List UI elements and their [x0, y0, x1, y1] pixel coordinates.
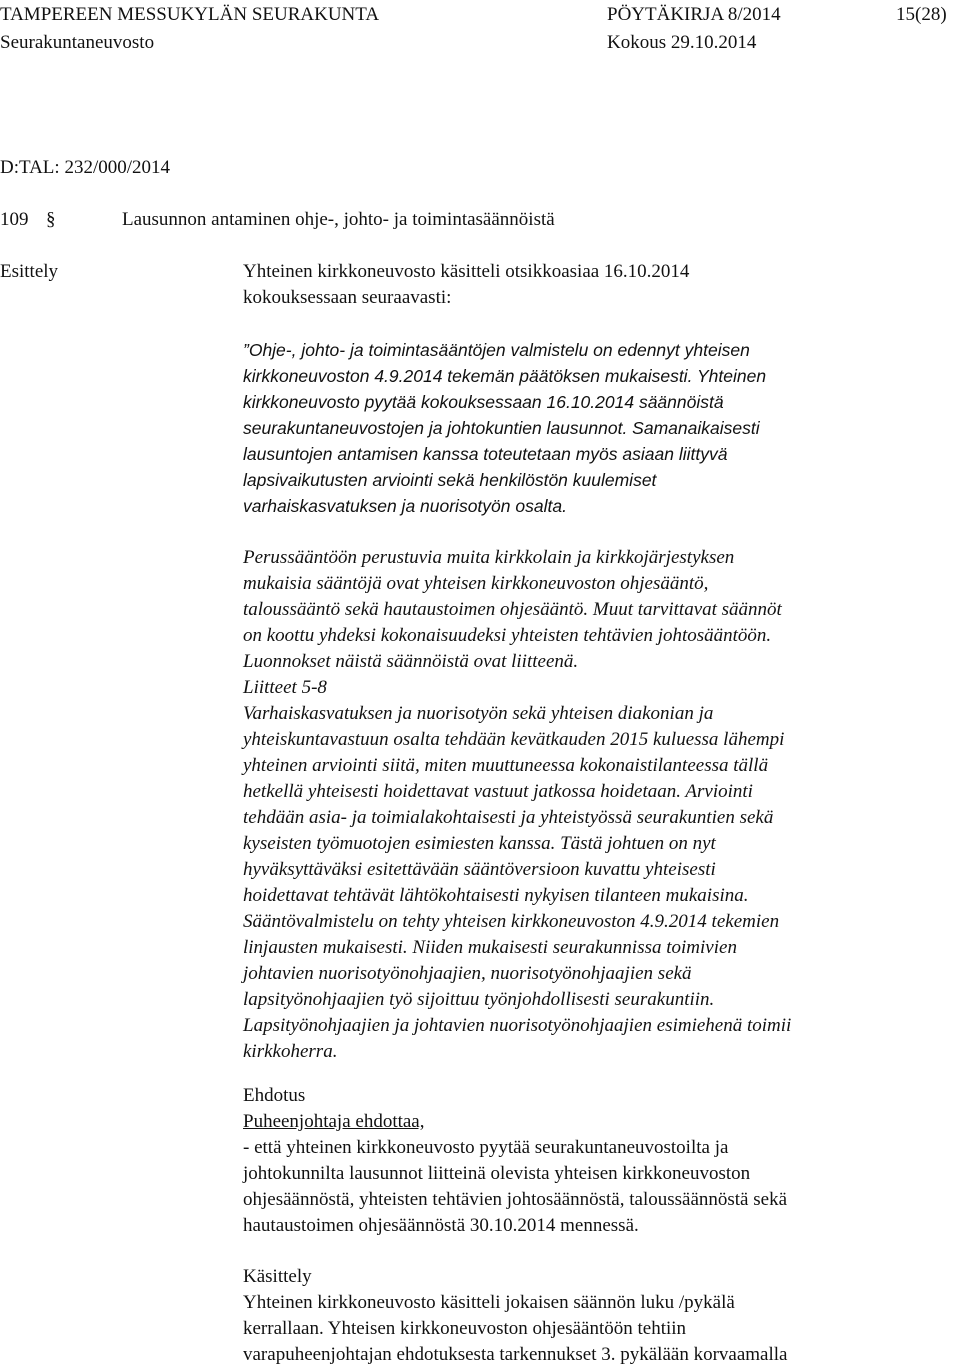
esittely-intro: [243, 259, 689, 311]
esittely-body: [243, 545, 791, 1065]
header-meeting-date: Kokous 29.10.2014: [607, 32, 757, 53]
text-line: on koottu yhdeksi kokonaisuudeksi yhteisten tehtävien johtosääntöön.: [243, 625, 772, 646]
text-line: kyseisten työmuotojen esimiesten kanssa. Tästä johtuen on nyt: [243, 833, 716, 854]
kasittely-label: Käsittely: [243, 1266, 312, 1287]
text-line: johtokunnilta lausunnot liitteinä olevista yhteisen kirkkoneuvoston: [243, 1163, 751, 1184]
text-line: kerrallaan. Yhteisen kirkkoneuvoston ohjesääntöön tehtiin: [243, 1318, 687, 1339]
text-line: - että yhteinen kirkkoneuvosto pyytää seurakuntaneuvostoilta ja: [243, 1137, 729, 1158]
text-line: hautaustoimen ohjesäännöstä 30.10.2014 mennessä.: [243, 1215, 639, 1236]
text-line: kirkkoneuvoston 4.9.2014 tekemän päätöksen mukaisesti. Yhteinen: [243, 366, 767, 386]
esittely-label: Esittely: [0, 261, 59, 282]
header-body: Seurakuntaneuvosto: [0, 32, 155, 53]
header-organization: TAMPEREEN MESSUKYLÄN SEURAKUNTA: [0, 4, 380, 25]
text-line: hoidettavat tehtävät lähtökohtaisesti nykyisen tilanteen mukaisina.: [243, 885, 749, 906]
section-symbol: §: [46, 209, 56, 230]
header-document: PÖYTÄKIRJA 8/2014: [607, 4, 781, 25]
text-line: Luonnokset näistä säännöistä ovat liitteenä.: [243, 651, 579, 672]
text-line: Yhteinen kirkkoneuvosto käsitteli otsikkoasiaa 16.10.2014: [243, 261, 690, 282]
text-line: yhteinen arviointi siitä, miten muuttuneessa kokonaistilanteessa tällä: [243, 755, 769, 776]
ehdotus-section: [243, 1083, 787, 1239]
text-line: Yhteinen kirkkoneuvosto käsitteli jokaisen säännön luku /pykälä: [243, 1292, 735, 1313]
text-line: lapsityönohjaajien työ sijoittuu työnjohdollisesti seurakuntiin.: [243, 989, 715, 1010]
esittely-quote: [243, 337, 766, 519]
ehdotus-proposer: [243, 1109, 787, 1135]
section-number: 109: [0, 209, 29, 230]
text-line: yhteiskuntavastuun osalta tehdään kevätkauden 2015 kuluessa lähempi: [243, 729, 785, 750]
text-line: kirkkoherra.: [243, 1041, 338, 1062]
kasittely-section: [243, 1264, 787, 1368]
text-line: tehdään asia- ja toimialakohtaisesti ja yhteistyössä seurakuntien sekä: [243, 807, 774, 828]
text-line: lausuntojen antamisen kanssa toteutetaan myös asiaan liittyvä: [243, 444, 728, 464]
record-dtal: D:TAL: 232/000/2014: [0, 157, 170, 178]
text-line: mukaisia sääntöjä ovat yhteisen kirkkoneuvoston ohjesääntö,: [243, 573, 709, 594]
header-page-number: 15(28): [896, 4, 947, 25]
text-line: johtavien nuorisotyönohjaajien, nuorisotyönohjaajien sekä: [243, 963, 692, 984]
proposer-text: Puheenjohtaja ehdottaa,: [243, 1111, 425, 1132]
ehdotus-label: Ehdotus: [243, 1085, 306, 1106]
attachments-line: Liitteet 5-8: [243, 677, 327, 698]
section-title: Lausunnon antaminen ohje-, johto- ja toimintasäännöistä: [122, 209, 555, 230]
text-line: taloussääntö sekä hautaustoimen ohjesääntö. Muut tarvittavat säännöt: [243, 599, 782, 620]
text-line: Varhaiskasvatuksen ja nuorisotyön sekä yhteisen diakonian ja: [243, 703, 714, 724]
text-line: kokouksessaan seuraavasti:: [243, 287, 452, 308]
text-line: hyväksyttäväksi esitettävään sääntöversioon kuvattu yhteisesti: [243, 859, 716, 880]
text-line: linjausten mukaisesti. Niiden mukaisesti seurakunnissa toimivien: [243, 937, 737, 958]
text-line: Sääntövalmistelu on tehty yhteisen kirkkoneuvoston 4.9.2014 tekemien: [243, 911, 780, 932]
text-line: Perussääntöön perustuvia muita kirkkolain ja kirkkojärjestyksen: [243, 547, 735, 568]
text-line: ”Ohje-, johto- ja toimintasääntöjen valmistelu on edennyt yhteisen: [243, 340, 750, 360]
text-line: hetkellä yhteisesti hoidettavat vastuut jatkossa hoidetaan. Arviointi: [243, 781, 753, 802]
text-line: varhaiskasvatuksen ja nuorisotyön osalta.: [243, 496, 567, 516]
text-line: kirkkoneuvosto pyytää kokouksessaan 16.10.2014 säännöistä: [243, 392, 724, 412]
text-line: seurakuntaneuvostojen ja johtokuntien lausunnot. Samanaikaisesti: [243, 418, 760, 438]
text-line: lapsivaikutusten arviointi sekä henkilöstön kuulemiset: [243, 470, 657, 490]
text-line: varapuheenjohtajan ehdotuksesta tarkennukset 3. pykälään korvaamalla: [243, 1344, 788, 1365]
text-line: Lapsityönohjaajien ja johtavien nuorisotyönohjaajien esimiehenä toimii: [243, 1015, 792, 1036]
text-line: ohjesäännöstä, yhteisten tehtävien johtosäännöstä, taloussäännöstä sekä: [243, 1189, 787, 1210]
